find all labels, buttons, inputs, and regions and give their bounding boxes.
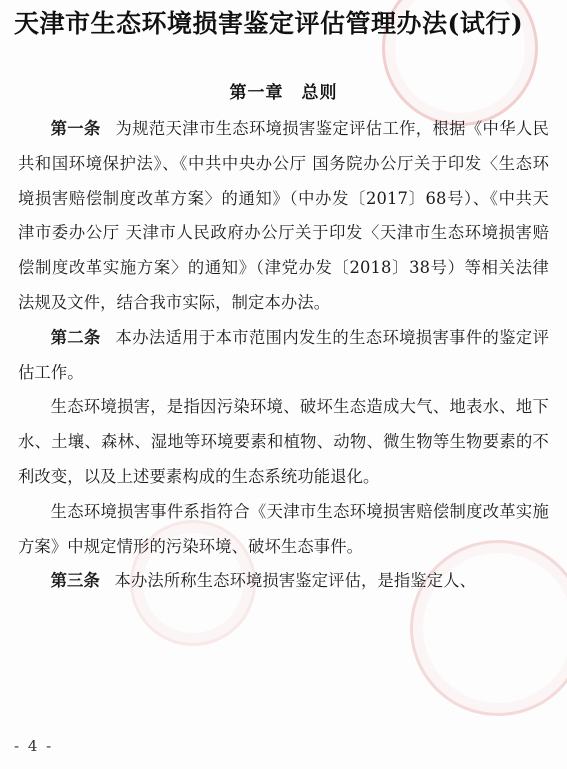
document-body: [18, 112, 549, 599]
chapter-heading: [0, 78, 567, 103]
article-paragraph: [18, 321, 549, 391]
article-text: 本办法适用于本市范围内发生的生态环境损害事件的鉴定评估工作。: [18, 327, 549, 382]
article-paragraph: [18, 112, 549, 321]
article-label: 第三条: [50, 571, 100, 591]
page-number: - 4 -: [14, 737, 54, 755]
paragraph-text: 生态环境损害事件系指符合《天津市生态环境损害赔偿制度改革实施方案》中规定情形的污染环境、破坏生态事件。: [18, 501, 549, 556]
article-label: 第一条: [50, 119, 101, 138]
article-text: 本办法所称生态环境损害鉴定评估，是指鉴定人、: [114, 571, 477, 591]
chapter-number: 第一章: [229, 83, 284, 103]
paragraph-text: 生态环境损害，是指因污染环境、破坏生态造成大气、地表水、地下水、土壤、森林、湿地等环境要素和植物、动物、微生物等生物要素的不利改变，以及上述要素构成的生态系统功能退化。: [18, 397, 549, 486]
article-text: 为规范天津市生态环境损害鉴定评估工作，根据《中华人民共和国环境保护法》、《中共中央办公厅 国务院办公厅关于印发〈生态环境损害赔偿制度改革方案〉的通知》（中办发〔2017〕68号）、《中共天津市委办公厅 天津市人民政府办公厅关于印发〈天津市生态环境损害赔偿制度改革实施方案〉的通知》（津党办发〔2018〕38号）等相关法律法规及文件，结合我市实际，制定本办法。: [18, 119, 549, 312]
article-paragraph: [18, 564, 549, 599]
body-paragraph: [18, 390, 549, 494]
chapter-name: 总则: [301, 83, 338, 103]
document-title: 天津市生态环境损害鉴定评估管理办法(试行): [14, 9, 524, 38]
body-paragraph: [18, 495, 549, 565]
article-label: 第二条: [50, 327, 101, 347]
